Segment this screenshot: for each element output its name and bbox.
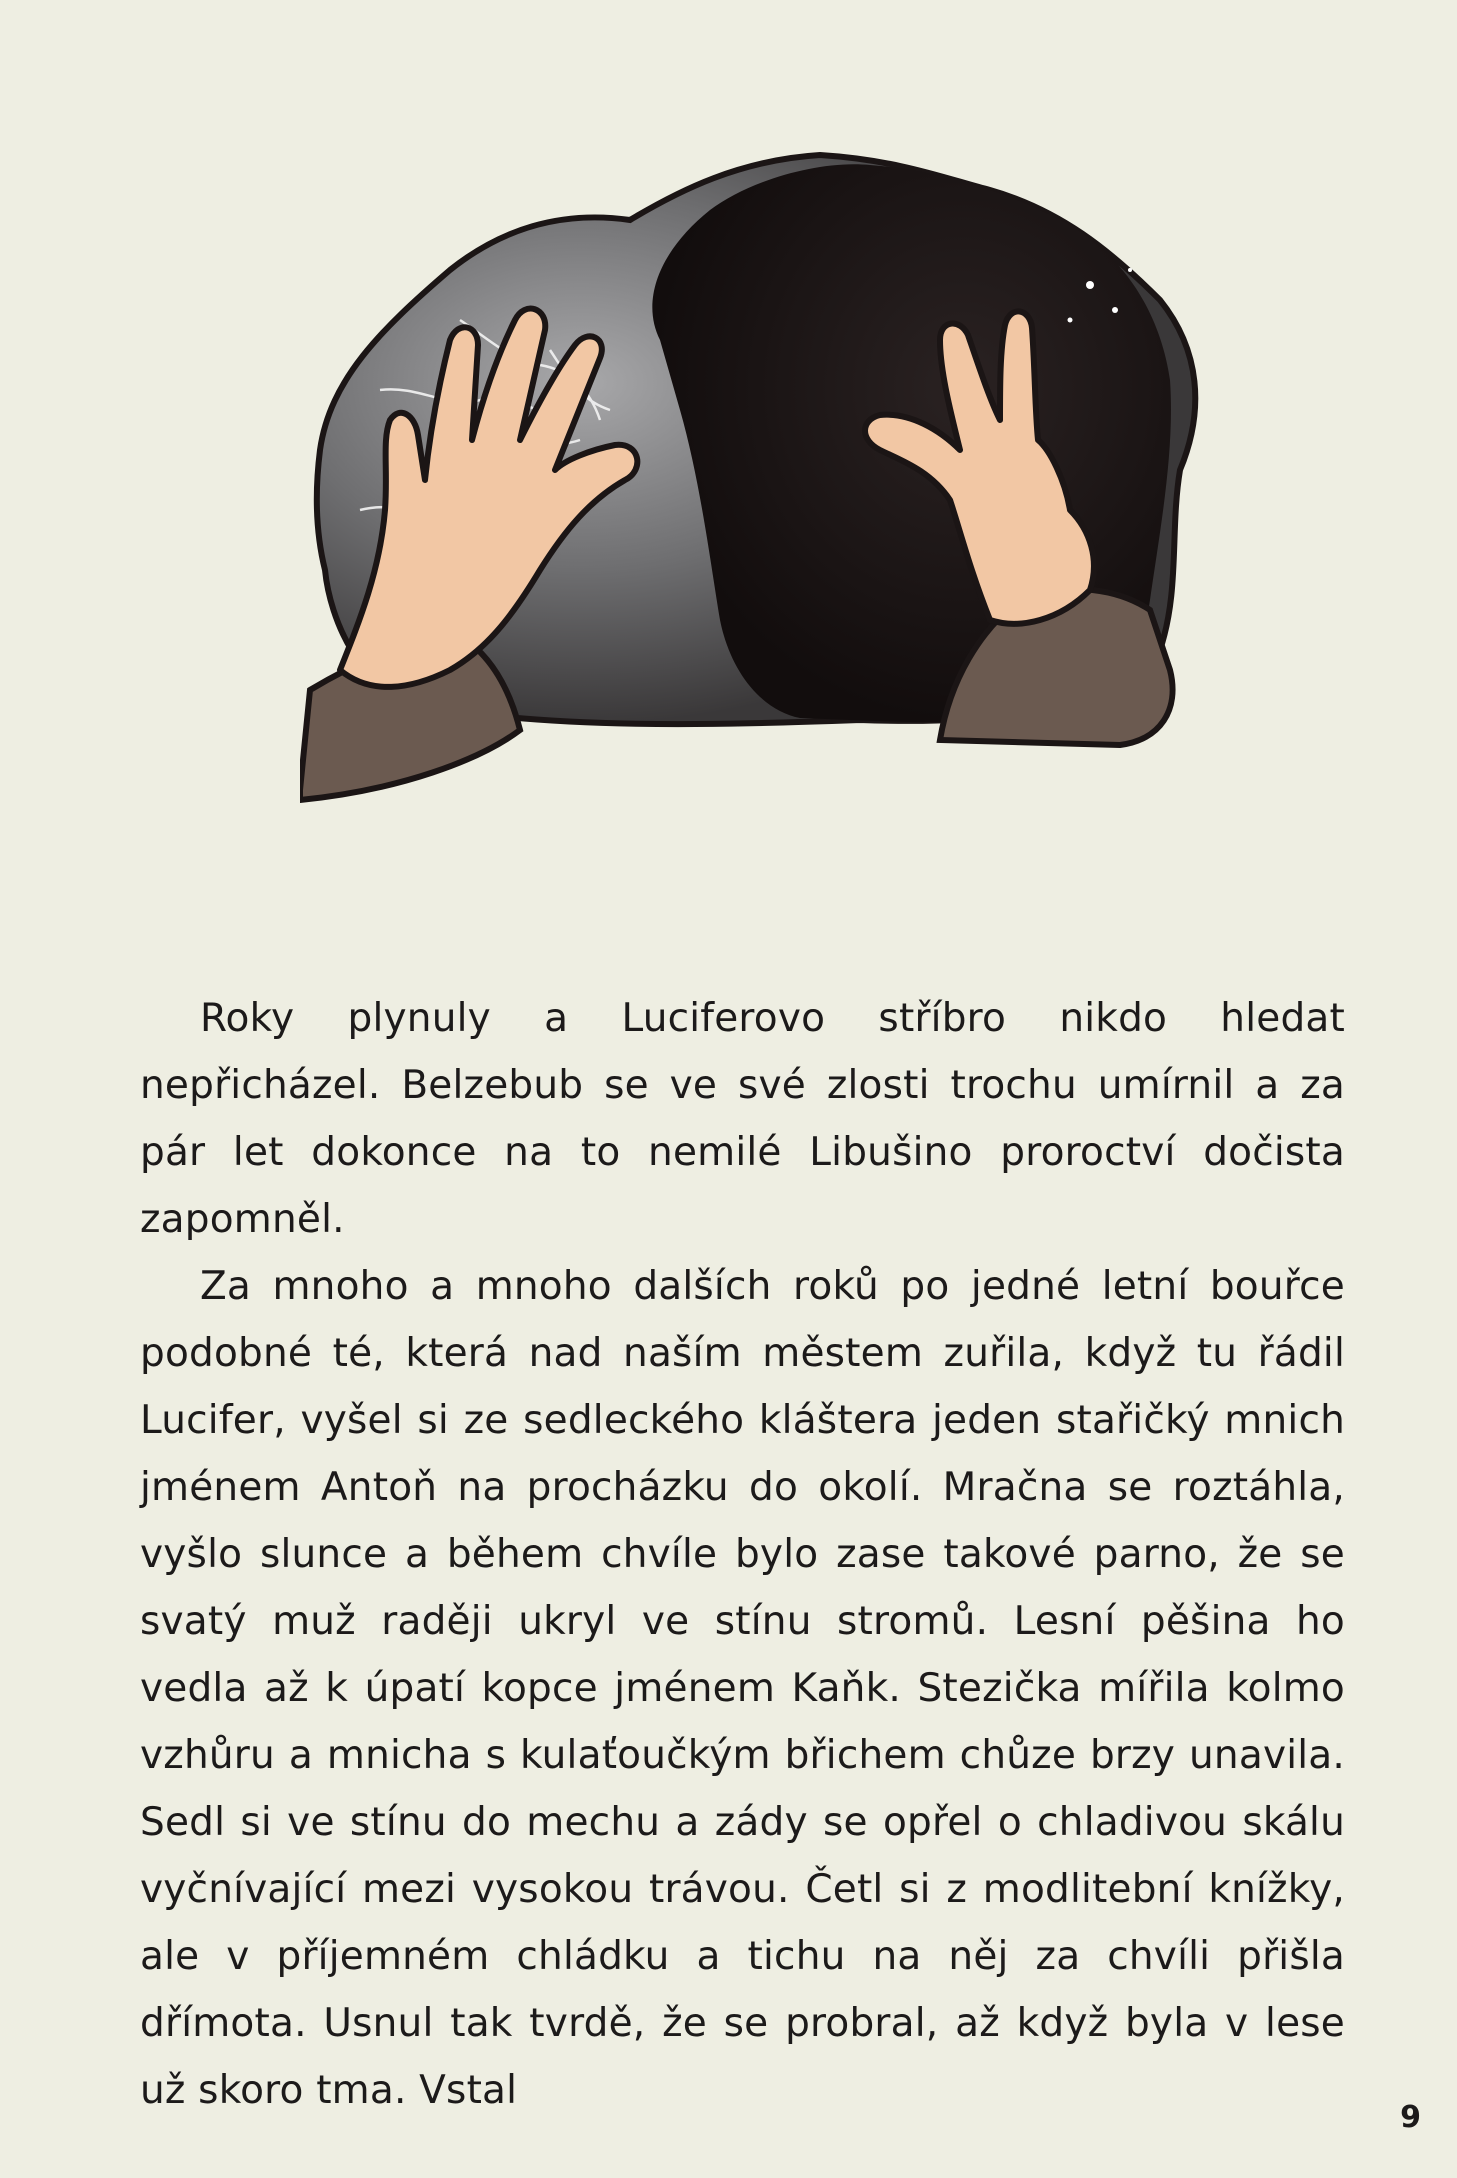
paragraph-2: Za mnoho a mnoho dalších roků po jedné letní bouřce podobné té, která nad naším městem zuřila, když tu řádil Lucifer, vyšel si ze sedleckého kláštera jeden stařičký mnich jménem Antoň na procházku do okolí. Mračna se roztáhla, vyšlo slunce a během chvíle bylo zase takové parno, že se svatý muž raději ukryl ve stínu stromů. Lesní pěšina ho vedla až k úpatí kopce jménem Kaňk. Stezička mířila kolmo vzhůru a mnicha s kulaťoučkým břichem chůze brzy unavila. Sedl si ve stínu do mechu a zády se opřel o chladivou skálu vyčnívající mezi vysokou trávou. Četl si z modlitební knížky, ale v příjemném chládku a tichu na něj za chvíli přišla dřímota. Usnul tak tvrdě, že se probral, až když byla v lese už skoro tma. Vstal [140, 1264, 1345, 2113]
hands-on-rock-illustration [300, 150, 1220, 810]
page-number: 9 [1400, 2100, 1421, 2135]
paragraph-1: Roky plynuly a Luciferovo stříbro nikdo hledat nepřicházel. Belzebub se ve své zlosti trochu umírnil a za pár let dokonce na to nemilé Libušino proroctví dočista zapomněl. [140, 996, 1345, 1242]
story-text [140, 985, 1345, 2124]
